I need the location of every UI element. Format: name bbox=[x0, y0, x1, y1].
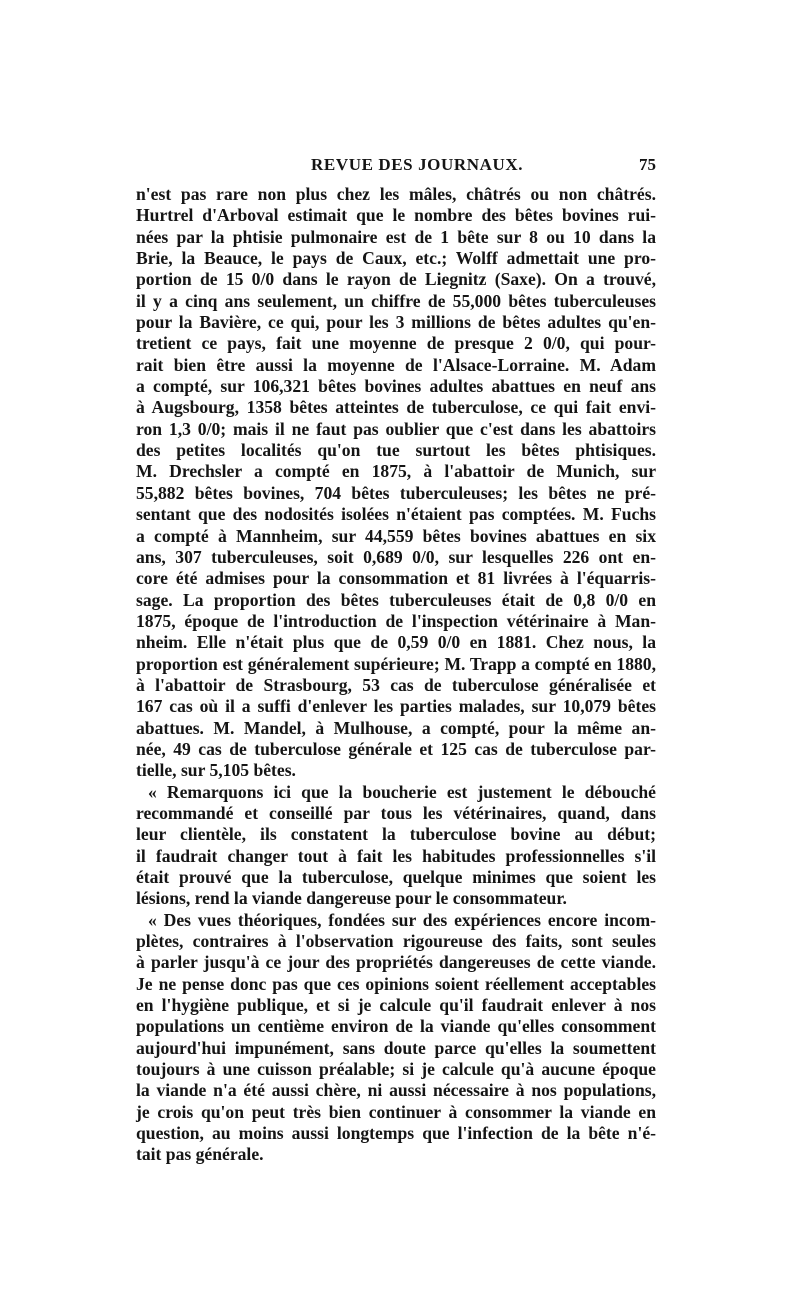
page-number: 75 bbox=[639, 155, 656, 174]
text-line: je crois qu'on peut très bien continuer à consommer la viande en bbox=[136, 1101, 656, 1122]
text-line: aujourd'hui impunément, sans doute parce qu'elles la soumettent bbox=[136, 1037, 656, 1058]
running-head bbox=[136, 155, 656, 181]
text-line: pour la Bavière, ce qui, pour les 3 millions de bêtes adultes qu'en- bbox=[136, 312, 656, 333]
text-line: des petites localités qu'on tue surtout les bêtes phtisiques. bbox=[136, 440, 656, 461]
text-line: M. Drechsler a compté en 1875, à l'abattoir de Munich, sur bbox=[136, 461, 656, 482]
text-line: populations un centième environ de la viande qu'elles consomment bbox=[136, 1016, 656, 1037]
text-line: sage. La proportion des bêtes tuberculeuses était de 0,8 0/0 en bbox=[136, 589, 656, 610]
text-line: était prouvé que la tuberculose, quelque minimes que soient les bbox=[136, 867, 656, 887]
text-line: à parler jusqu'à ce jour des propriétés dangereuses de cette viande. bbox=[136, 952, 656, 973]
text-line: Je ne pense donc pas que ces opinions soient réellement acceptables bbox=[136, 973, 656, 994]
text-line: recommandé et conseillé par tous les vétérinaires, quand, dans bbox=[136, 802, 656, 823]
text-line: nheim. Elle n'était plus que de 0,59 0/0 en 1881. Chez nous, la bbox=[136, 632, 656, 653]
text-line: tielle, sur 5,105 bêtes. bbox=[136, 760, 296, 781]
text-line: rait bien être aussi la moyenne de l'Alsace-Lorraine. M. Adam bbox=[136, 354, 656, 375]
text-line: « Des vues théoriques, fondées sur des expériences encore incom- bbox=[148, 909, 656, 930]
text-line: tretient ce pays, fait une moyenne de presque 2 0/0, qui pour- bbox=[136, 333, 656, 354]
text-line: lésions, rend la viande dangereuse pour le consommateur. bbox=[136, 888, 567, 909]
text-line: la viande n'a été aussi chère, ni aussi nécessaire à nos populations, bbox=[136, 1080, 656, 1101]
text-line: sentant que des nodosités isolées n'étaient pas comptées. M. Fuchs bbox=[136, 504, 656, 525]
text-line: « Remarquons ici que la boucherie est justement le débouché bbox=[148, 781, 656, 802]
text-line: nées par la phtisie pulmonaire est de 1 bête sur 8 ou 10 dans la bbox=[136, 226, 656, 247]
text-line: toujours à une cuisson préalable; si je calcule qu'à aucune époque bbox=[136, 1059, 656, 1080]
text-line: portion de 15 0/0 dans le rayon de Liegnitz (Saxe). On a trouvé, bbox=[136, 269, 656, 290]
text-line: n'est pas rare non plus chez les mâles, châtrés ou non châtrés. bbox=[136, 184, 656, 204]
body-text bbox=[136, 184, 656, 1166]
text-line: ron 1,3 0/0; mais il ne faut pas oublier que c'est dans les abattoirs bbox=[136, 418, 656, 439]
text-line: en l'hygiène publique, et si je calcule qu'il faudrait enlever à nos bbox=[136, 995, 656, 1016]
text-line: à l'abattoir de Strasbourg, 53 cas de tuberculose généralisée et bbox=[136, 674, 656, 695]
text-line: Brie, la Beauce, le pays de Caux, etc.; Wolff admettait une pro- bbox=[136, 248, 656, 269]
text-line: il faudrait changer tout à fait les habitudes professionnelles s'il bbox=[136, 845, 656, 866]
text-line: a compté à Mannheim, sur 44,559 bêtes bovines abattues en six bbox=[136, 525, 656, 546]
text-line: ans, 307 tuberculeuses, soit 0,689 0/0, sur lesquelles 226 ont en- bbox=[136, 546, 656, 567]
running-title: REVUE DES JOURNAUX. bbox=[311, 155, 524, 174]
text-line: Hurtrel d'Arboval estimait que le nombre des bêtes bovines rui- bbox=[136, 205, 656, 226]
text-line: abattues. M. Mandel, à Mulhouse, a compté, pour la même an- bbox=[136, 717, 656, 738]
text-line: core été admises pour la consommation et 81 livrées à l'équarris- bbox=[136, 568, 656, 589]
text-line: question, au moins aussi longtemps que l'infection de la bête n'é- bbox=[136, 1123, 656, 1144]
text-line: proportion est généralement supérieure; M. Trapp a compté en 1880, bbox=[136, 653, 656, 674]
text-line: plètes, contraires à l'observation rigoureuse des faits, sont seules bbox=[136, 931, 656, 952]
text-line: née, 49 cas de tuberculose générale et 125 cas de tuberculose par- bbox=[136, 738, 656, 759]
text-line: il y a cinq ans seulement, un chiffre de 55,000 bêtes tuberculeuses bbox=[136, 290, 656, 311]
text-line: à Augsbourg, 1358 bêtes atteintes de tuberculose, ce qui fait envi- bbox=[136, 397, 656, 418]
text-line: 167 cas où il a suffi d'enlever les parties malades, sur 10,079 bêtes bbox=[136, 696, 656, 717]
text-line: 55,882 bêtes bovines, 704 bêtes tuberculeuses; les bêtes ne pré- bbox=[136, 482, 656, 503]
text-line: a compté, sur 106,321 bêtes bovines adultes abattues en neuf ans bbox=[136, 376, 656, 397]
text-line: tait pas générale. bbox=[136, 1144, 264, 1165]
text-line: leur clientèle, ils constatent la tuberculose bovine au début; bbox=[136, 824, 656, 845]
text-line: 1875, époque de l'introduction de l'inspection vétérinaire à Man- bbox=[136, 610, 656, 631]
